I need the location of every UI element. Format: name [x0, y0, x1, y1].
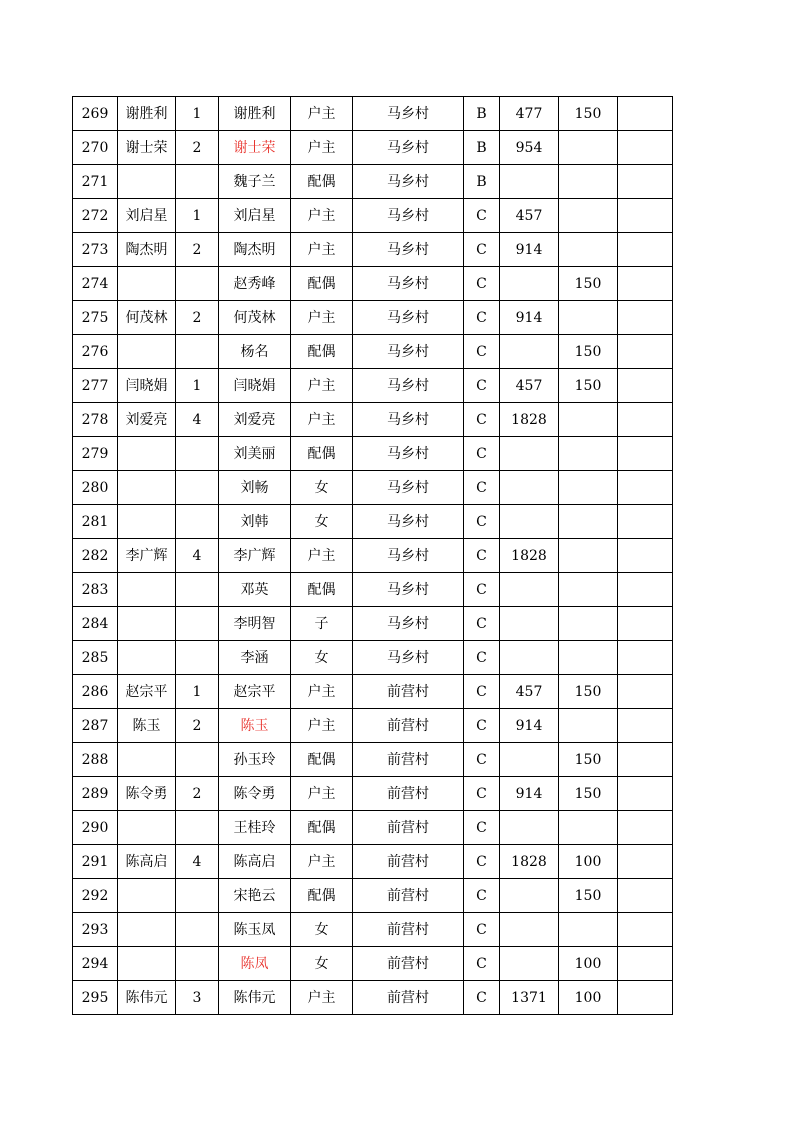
amount-cell: 457 [500, 369, 559, 403]
relation-cell: 女 [291, 471, 353, 505]
amount-cell [500, 879, 559, 913]
table-row [73, 403, 673, 437]
member-count-cell: 1 [176, 199, 219, 233]
grade-cell: C [464, 879, 500, 913]
member-name-cell: 杨名 [219, 335, 291, 369]
amount-cell [500, 947, 559, 981]
member-count-cell [176, 335, 219, 369]
village-cell: 马乡村 [353, 607, 464, 641]
amount-cell: 1828 [500, 403, 559, 437]
member-name-cell: 孙玉玲 [219, 743, 291, 777]
table-row [73, 913, 673, 947]
village-cell: 马乡村 [353, 437, 464, 471]
note-cell [618, 199, 673, 233]
table-row [73, 709, 673, 743]
amount-cell [500, 505, 559, 539]
grade-cell: C [464, 539, 500, 573]
member-count-cell [176, 267, 219, 301]
amount-cell [500, 267, 559, 301]
household-head-cell [118, 811, 176, 845]
member-name-cell: 谢士荣 [219, 131, 291, 165]
grade-cell: C [464, 199, 500, 233]
grade-cell: C [464, 267, 500, 301]
household-head-cell [118, 879, 176, 913]
table-row [73, 301, 673, 335]
amount-cell: 914 [500, 233, 559, 267]
note-cell [618, 811, 673, 845]
grade-cell: B [464, 165, 500, 199]
grade-cell: C [464, 743, 500, 777]
grade-cell: C [464, 607, 500, 641]
member-count-cell: 2 [176, 709, 219, 743]
row-number-cell: 295 [73, 981, 118, 1015]
relation-cell: 户主 [291, 199, 353, 233]
note-cell [618, 369, 673, 403]
member-name-cell: 刘畅 [219, 471, 291, 505]
member-name-cell: 赵宗平 [219, 675, 291, 709]
village-cell: 前营村 [353, 981, 464, 1015]
table-row [73, 879, 673, 913]
household-head-cell: 闫晓娟 [118, 369, 176, 403]
member-name-cell: 陈令勇 [219, 777, 291, 811]
relation-cell: 户主 [291, 301, 353, 335]
table-row [73, 573, 673, 607]
village-cell: 马乡村 [353, 539, 464, 573]
row-number-cell: 289 [73, 777, 118, 811]
table-row [73, 369, 673, 403]
household-head-cell [118, 573, 176, 607]
extra-amount-cell [559, 471, 618, 505]
extra-amount-cell [559, 131, 618, 165]
note-cell [618, 539, 673, 573]
member-count-cell: 1 [176, 369, 219, 403]
household-head-cell [118, 607, 176, 641]
grade-cell: C [464, 437, 500, 471]
note-cell [618, 505, 673, 539]
member-name-cell: 何茂林 [219, 301, 291, 335]
member-count-cell: 4 [176, 403, 219, 437]
grade-cell: C [464, 403, 500, 437]
village-cell: 前营村 [353, 879, 464, 913]
amount-cell: 1828 [500, 539, 559, 573]
member-name-cell: 魏子兰 [219, 165, 291, 199]
row-number-cell: 279 [73, 437, 118, 471]
extra-amount-cell: 100 [559, 981, 618, 1015]
row-number-cell: 290 [73, 811, 118, 845]
note-cell [618, 233, 673, 267]
grade-cell: C [464, 641, 500, 675]
relation-cell: 户主 [291, 709, 353, 743]
grade-cell: B [464, 97, 500, 131]
extra-amount-cell [559, 505, 618, 539]
member-count-cell: 2 [176, 131, 219, 165]
household-head-cell: 谢胜利 [118, 97, 176, 131]
member-count-cell [176, 505, 219, 539]
row-number-cell: 271 [73, 165, 118, 199]
table-row [73, 267, 673, 301]
member-name-cell: 赵秀峰 [219, 267, 291, 301]
note-cell [618, 777, 673, 811]
row-number-cell: 269 [73, 97, 118, 131]
table-row [73, 641, 673, 675]
member-name-cell: 李明智 [219, 607, 291, 641]
household-head-cell [118, 471, 176, 505]
row-number-cell: 292 [73, 879, 118, 913]
amount-cell: 954 [500, 131, 559, 165]
household-head-cell [118, 913, 176, 947]
amount-cell: 914 [500, 709, 559, 743]
amount-cell [500, 437, 559, 471]
extra-amount-cell: 150 [559, 879, 618, 913]
row-number-cell: 281 [73, 505, 118, 539]
table-row [73, 335, 673, 369]
note-cell [618, 97, 673, 131]
row-number-cell: 293 [73, 913, 118, 947]
village-cell: 马乡村 [353, 233, 464, 267]
member-name-cell: 陈玉 [219, 709, 291, 743]
member-count-cell [176, 471, 219, 505]
grade-cell: C [464, 777, 500, 811]
relation-cell: 配偶 [291, 743, 353, 777]
table-row [73, 97, 673, 131]
grade-cell: C [464, 369, 500, 403]
household-head-cell [118, 505, 176, 539]
note-cell [618, 913, 673, 947]
relation-cell: 户主 [291, 981, 353, 1015]
village-cell: 马乡村 [353, 403, 464, 437]
table-row [73, 505, 673, 539]
member-count-cell [176, 947, 219, 981]
relation-cell: 配偶 [291, 267, 353, 301]
row-number-cell: 273 [73, 233, 118, 267]
amount-cell: 457 [500, 675, 559, 709]
member-name-cell: 陈伟元 [219, 981, 291, 1015]
household-head-cell: 陈令勇 [118, 777, 176, 811]
member-count-cell [176, 913, 219, 947]
member-count-cell [176, 573, 219, 607]
member-name-cell: 刘美丽 [219, 437, 291, 471]
note-cell [618, 573, 673, 607]
extra-amount-cell [559, 233, 618, 267]
member-count-cell [176, 437, 219, 471]
member-count-cell: 1 [176, 675, 219, 709]
village-cell: 马乡村 [353, 335, 464, 369]
amount-cell: 457 [500, 199, 559, 233]
note-cell [618, 471, 673, 505]
row-number-cell: 283 [73, 573, 118, 607]
village-cell: 前营村 [353, 811, 464, 845]
extra-amount-cell: 150 [559, 777, 618, 811]
grade-cell: C [464, 709, 500, 743]
note-cell [618, 675, 673, 709]
grade-cell: C [464, 947, 500, 981]
note-cell [618, 165, 673, 199]
member-count-cell: 3 [176, 981, 219, 1015]
note-cell [618, 845, 673, 879]
amount-cell [500, 471, 559, 505]
grade-cell: C [464, 981, 500, 1015]
row-number-cell: 275 [73, 301, 118, 335]
note-cell [618, 335, 673, 369]
relation-cell: 子 [291, 607, 353, 641]
grade-cell: C [464, 913, 500, 947]
village-cell: 马乡村 [353, 165, 464, 199]
amount-cell: 477 [500, 97, 559, 131]
grade-cell: C [464, 335, 500, 369]
member-name-cell: 邓英 [219, 573, 291, 607]
extra-amount-cell: 150 [559, 743, 618, 777]
extra-amount-cell: 150 [559, 369, 618, 403]
extra-amount-cell: 100 [559, 947, 618, 981]
relation-cell: 户主 [291, 403, 353, 437]
member-count-cell [176, 165, 219, 199]
note-cell [618, 301, 673, 335]
household-head-cell [118, 335, 176, 369]
amount-cell [500, 573, 559, 607]
amount-cell [500, 811, 559, 845]
household-head-cell [118, 743, 176, 777]
amount-cell [500, 335, 559, 369]
household-head-cell [118, 267, 176, 301]
row-number-cell: 282 [73, 539, 118, 573]
row-number-cell: 270 [73, 131, 118, 165]
village-cell: 前营村 [353, 743, 464, 777]
household-head-cell: 谢士荣 [118, 131, 176, 165]
member-count-cell: 4 [176, 539, 219, 573]
table-row [73, 607, 673, 641]
member-name-cell: 李涵 [219, 641, 291, 675]
row-number-cell: 276 [73, 335, 118, 369]
extra-amount-cell [559, 301, 618, 335]
village-cell: 马乡村 [353, 471, 464, 505]
note-cell [618, 641, 673, 675]
member-name-cell: 陈高启 [219, 845, 291, 879]
extra-amount-cell [559, 913, 618, 947]
note-cell [618, 879, 673, 913]
member-name-cell: 王桂玲 [219, 811, 291, 845]
amount-cell: 1371 [500, 981, 559, 1015]
grade-cell: C [464, 505, 500, 539]
table-body [73, 97, 673, 1015]
member-count-cell [176, 811, 219, 845]
table-row [73, 539, 673, 573]
row-number-cell: 288 [73, 743, 118, 777]
extra-amount-cell [559, 403, 618, 437]
note-cell [618, 607, 673, 641]
member-count-cell: 2 [176, 301, 219, 335]
extra-amount-cell: 150 [559, 335, 618, 369]
table-row [73, 675, 673, 709]
grade-cell: B [464, 131, 500, 165]
extra-amount-cell: 150 [559, 97, 618, 131]
table-row [73, 981, 673, 1015]
row-number-cell: 274 [73, 267, 118, 301]
household-head-cell [118, 641, 176, 675]
row-number-cell: 272 [73, 199, 118, 233]
member-count-cell [176, 607, 219, 641]
amount-cell [500, 165, 559, 199]
relation-cell: 户主 [291, 777, 353, 811]
village-cell: 前营村 [353, 845, 464, 879]
relation-cell: 户主 [291, 233, 353, 267]
member-name-cell: 陈玉凤 [219, 913, 291, 947]
relation-cell: 女 [291, 947, 353, 981]
household-head-cell [118, 437, 176, 471]
member-name-cell: 刘启星 [219, 199, 291, 233]
extra-amount-cell [559, 641, 618, 675]
amount-cell [500, 913, 559, 947]
relation-cell: 配偶 [291, 335, 353, 369]
household-head-cell [118, 947, 176, 981]
household-head-cell: 李广辉 [118, 539, 176, 573]
household-table [72, 96, 673, 1015]
row-number-cell: 294 [73, 947, 118, 981]
household-head-cell: 陈高启 [118, 845, 176, 879]
relation-cell: 女 [291, 641, 353, 675]
note-cell [618, 403, 673, 437]
relation-cell: 配偶 [291, 437, 353, 471]
member-count-cell [176, 743, 219, 777]
note-cell [618, 709, 673, 743]
member-count-cell [176, 641, 219, 675]
household-head-cell: 陶杰明 [118, 233, 176, 267]
grade-cell: C [464, 845, 500, 879]
grade-cell: C [464, 301, 500, 335]
row-number-cell: 278 [73, 403, 118, 437]
member-name-cell: 刘韩 [219, 505, 291, 539]
table-row [73, 811, 673, 845]
household-head-cell: 陈伟元 [118, 981, 176, 1015]
row-number-cell: 291 [73, 845, 118, 879]
amount-cell: 914 [500, 777, 559, 811]
village-cell: 前营村 [353, 777, 464, 811]
relation-cell: 户主 [291, 131, 353, 165]
village-cell: 前营村 [353, 947, 464, 981]
amount-cell: 1828 [500, 845, 559, 879]
relation-cell: 女 [291, 913, 353, 947]
village-cell: 马乡村 [353, 267, 464, 301]
row-number-cell: 285 [73, 641, 118, 675]
village-cell: 前营村 [353, 913, 464, 947]
extra-amount-cell [559, 811, 618, 845]
amount-cell [500, 607, 559, 641]
grade-cell: C [464, 675, 500, 709]
relation-cell: 配偶 [291, 573, 353, 607]
row-number-cell: 284 [73, 607, 118, 641]
row-number-cell: 277 [73, 369, 118, 403]
member-count-cell: 1 [176, 97, 219, 131]
table-row [73, 471, 673, 505]
table-row [73, 743, 673, 777]
village-cell: 马乡村 [353, 641, 464, 675]
household-head-cell: 陈玉 [118, 709, 176, 743]
note-cell [618, 981, 673, 1015]
member-count-cell [176, 879, 219, 913]
amount-cell: 914 [500, 301, 559, 335]
member-name-cell: 闫晓娟 [219, 369, 291, 403]
relation-cell: 户主 [291, 369, 353, 403]
member-name-cell: 刘爱亮 [219, 403, 291, 437]
grade-cell: C [464, 573, 500, 607]
village-cell: 前营村 [353, 675, 464, 709]
extra-amount-cell: 150 [559, 675, 618, 709]
relation-cell: 户主 [291, 675, 353, 709]
note-cell [618, 743, 673, 777]
relation-cell: 女 [291, 505, 353, 539]
member-name-cell: 谢胜利 [219, 97, 291, 131]
relation-cell: 户主 [291, 97, 353, 131]
amount-cell [500, 743, 559, 777]
member-count-cell: 4 [176, 845, 219, 879]
relation-cell: 配偶 [291, 811, 353, 845]
village-cell: 马乡村 [353, 369, 464, 403]
relation-cell: 配偶 [291, 165, 353, 199]
village-cell: 马乡村 [353, 505, 464, 539]
relation-cell: 户主 [291, 845, 353, 879]
grade-cell: C [464, 811, 500, 845]
note-cell [618, 437, 673, 471]
table-row [73, 165, 673, 199]
note-cell [618, 267, 673, 301]
village-cell: 马乡村 [353, 131, 464, 165]
village-cell: 前营村 [353, 709, 464, 743]
extra-amount-cell [559, 573, 618, 607]
row-number-cell: 280 [73, 471, 118, 505]
village-cell: 马乡村 [353, 573, 464, 607]
village-cell: 马乡村 [353, 301, 464, 335]
note-cell [618, 131, 673, 165]
note-cell [618, 947, 673, 981]
table-row [73, 845, 673, 879]
relation-cell: 户主 [291, 539, 353, 573]
member-count-cell: 2 [176, 777, 219, 811]
extra-amount-cell [559, 165, 618, 199]
member-count-cell: 2 [176, 233, 219, 267]
member-name-cell: 宋艳云 [219, 879, 291, 913]
member-name-cell: 陶杰明 [219, 233, 291, 267]
row-number-cell: 287 [73, 709, 118, 743]
household-head-cell [118, 165, 176, 199]
table-row [73, 131, 673, 165]
table-row [73, 777, 673, 811]
member-name-cell: 李广辉 [219, 539, 291, 573]
household-head-cell: 刘爱亮 [118, 403, 176, 437]
household-head-cell: 何茂林 [118, 301, 176, 335]
extra-amount-cell [559, 199, 618, 233]
extra-amount-cell: 100 [559, 845, 618, 879]
extra-amount-cell [559, 607, 618, 641]
household-head-cell: 赵宗平 [118, 675, 176, 709]
row-number-cell: 286 [73, 675, 118, 709]
table-row [73, 199, 673, 233]
table-row [73, 947, 673, 981]
amount-cell [500, 641, 559, 675]
relation-cell: 配偶 [291, 879, 353, 913]
village-cell: 马乡村 [353, 97, 464, 131]
extra-amount-cell [559, 539, 618, 573]
extra-amount-cell [559, 709, 618, 743]
member-name-cell: 陈凤 [219, 947, 291, 981]
grade-cell: C [464, 471, 500, 505]
table-row [73, 437, 673, 471]
table-row [73, 233, 673, 267]
extra-amount-cell: 150 [559, 267, 618, 301]
grade-cell: C [464, 233, 500, 267]
extra-amount-cell [559, 437, 618, 471]
household-head-cell: 刘启星 [118, 199, 176, 233]
village-cell: 马乡村 [353, 199, 464, 233]
